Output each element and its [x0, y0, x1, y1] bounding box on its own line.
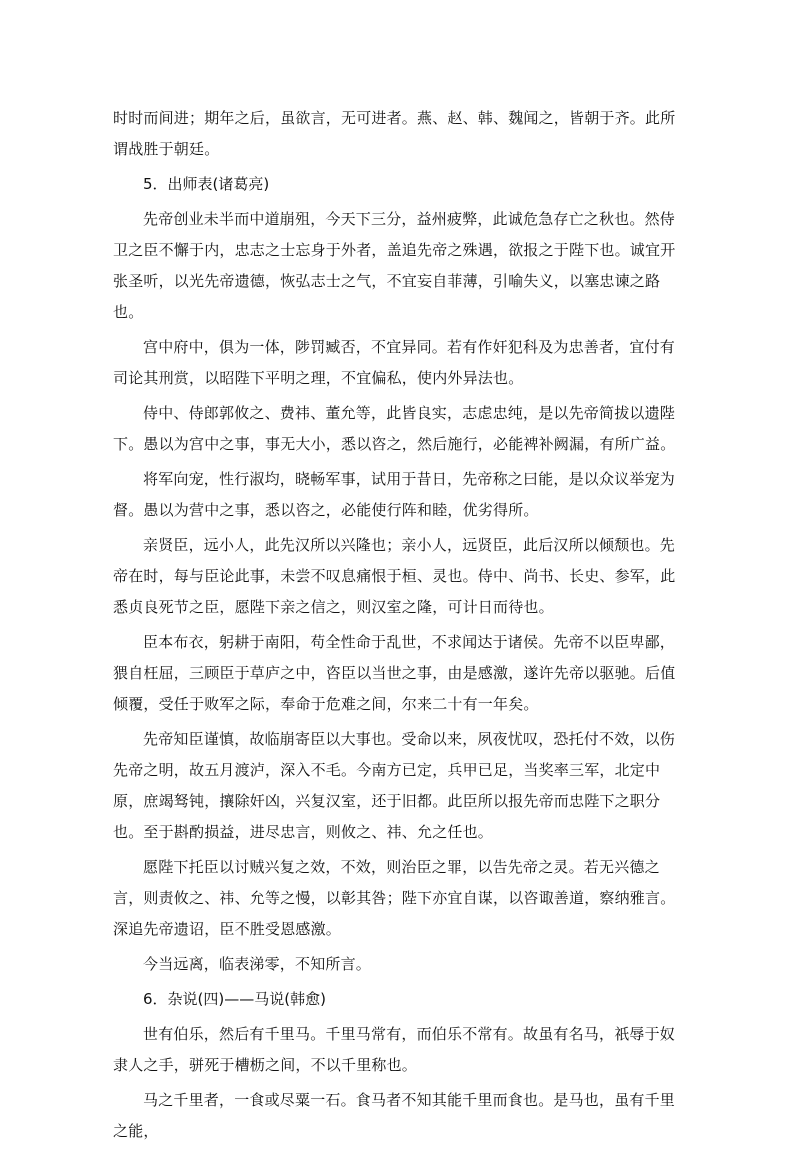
paragraph: 愿陛下托臣以讨贼兴复之效，不效，则治臣之罪，以告先帝之灵。若无兴德之言，则责攸之、祎、允等之慢，以彰其咎；陛下亦宜自谋，以咨诹善道，察纳雅言。深追先帝遗诏，臣不胜受恩感激。	[113, 858, 676, 938]
paragraph: 臣本布衣，躬耕于南阳，苟全性命于乱世，不求闻达于诸侯。先帝不以臣卑鄙，猥自枉屈，三顾臣于草庐之中，咨臣以当世之事，由是感激，遂许先帝以驱驰。后值倾覆，受任于败军之际，奉命于危难之间，尔来二十有一年矣。	[113, 633, 676, 713]
paragraph: 世有伯乐，然后有千里马。千里马常有，而伯乐不常有。故虽有名马，祇辱于奴隶人之手，骈死于槽枥之间，不以千里称也。	[113, 1025, 676, 1074]
paragraph: 侍中、侍郎郭攸之、费祎、董允等，此皆良实，志虑忠纯，是以先帝简拔以遗陛下。愚以为宫中之事，事无大小，悉以咨之，然后施行，必能裨补阙漏，有所广益。	[113, 404, 676, 453]
paragraph-continuation: 时时而间进；期年之后，虽欲言，无可进者。燕、赵、韩、魏闻之，皆朝于齐。此所谓战胜于朝廷。	[113, 109, 676, 158]
paragraph: 先帝创业未半而中道崩殂，今天下三分，益州疲弊，此诚危急存亡之秋也。然侍卫之臣不懈于内，忠志之士忘身于外者，盖追先帝之殊遇，欲报之于陛下也。诚宜开张圣听，以光先帝遗德，恢弘志士之气，不宜妄自菲薄，引喻失义，以塞忠谏之路也。	[113, 210, 676, 321]
paragraph: 宫中府中，俱为一体，陟罚臧否，不宜异同。若有作奸犯科及为忠善者，宜付有司论其刑赏，以昭陛下平明之理，不宜偏私，使内外异法也。	[113, 338, 676, 387]
section-heading-mashuo: 6．杂说(四)——马说(韩愈)	[143, 990, 326, 1008]
paragraph: 先帝知臣谨慎，故临崩寄臣以大事也。受命以来，夙夜忧叹，恐托付不效，以伤先帝之明，故五月渡泸，深入不毛。今南方已定，兵甲已足，当奖率三军，北定中原，庶竭驽钝，攘除奸凶，兴复汉室，还于旧都。此臣所以报先帝而忠陛下之职分也。至于斟酌损益，进尽忠言，则攸之、祎、允之任也。	[113, 730, 676, 841]
paragraph: 今当远离，临表涕零，不知所言。	[143, 955, 372, 973]
paragraph: 马之千里者，一食或尽粟一石。食马者不知其能千里而食也。是马也，虽有千里之能，	[113, 1091, 676, 1140]
paragraph: 亲贤臣，远小人，此先汉所以兴隆也；亲小人，远贤臣，此后汉所以倾颓也。先帝在时，每与臣论此事，未尝不叹息痛恨于桓、灵也。侍中、尚书、长史、参军，此悉贞良死节之臣，愿陛下亲之信之，则汉室之隆，可计日而待也。	[113, 536, 676, 616]
section-heading-chushibiao: 5．出师表(诸葛亮)	[143, 175, 270, 193]
document-body	[113, 103, 683, 1151]
paragraph: 将军向宠，性行淑均，晓畅军事，试用于昔日，先帝称之曰能，是以众议举宠为督。愚以为营中之事，悉以咨之，必能使行阵和睦，优劣得所。	[113, 470, 676, 519]
